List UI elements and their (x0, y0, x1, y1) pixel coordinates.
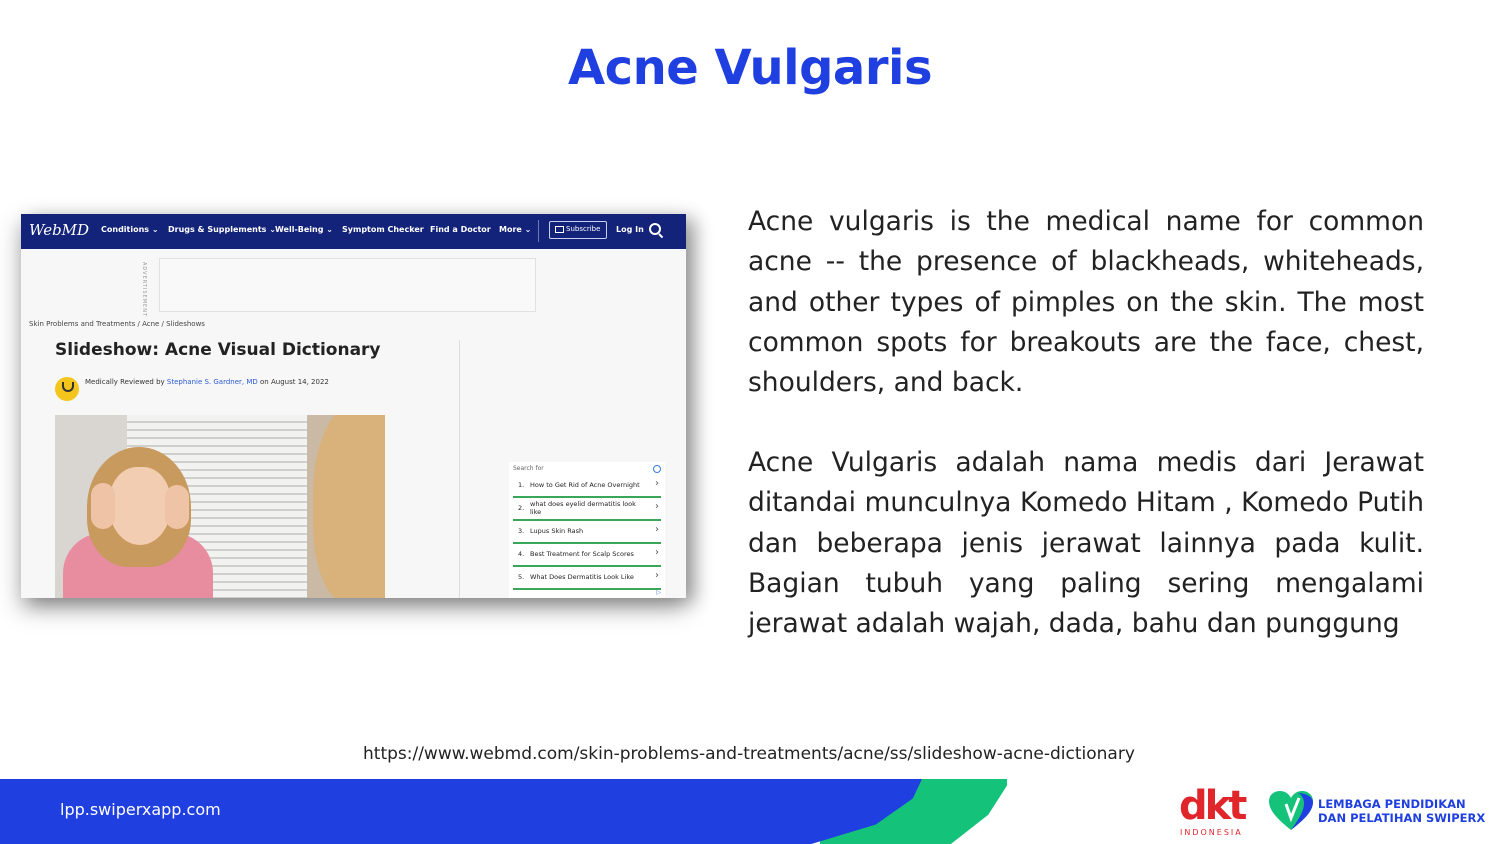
chevron-right-icon: › (655, 524, 659, 535)
chevron-right-icon: › (655, 478, 659, 489)
login-link: Log In (616, 225, 644, 234)
adchoices-icon: ▷ (656, 589, 661, 596)
nav-more: More ⌄ (499, 225, 532, 234)
ad-label: ADVERTISEMENT (141, 262, 147, 318)
search-item: 4. Best Treatment for Scalp Scores › (513, 544, 661, 567)
nav-drugs: Drugs & Supplements ⌄ (168, 225, 276, 234)
search-item: 1. How to Get Rid of Acne Overnight › (513, 475, 661, 498)
nav-symptom-checker: Symptom Checker (342, 225, 424, 234)
chevron-right-icon: › (655, 547, 659, 558)
search-for-heading: Search for (513, 465, 544, 472)
webmd-navbar (21, 214, 686, 249)
nav-find-doctor: Find a Doctor (430, 225, 491, 234)
heart-logo-icon (1268, 790, 1314, 832)
stethoscope-icon (55, 377, 79, 401)
envelope-icon (555, 226, 564, 233)
breadcrumb: Skin Problems and Treatments / Acne / Slideshows (29, 320, 205, 328)
footer-website[interactable]: lpp.swiperxapp.com (60, 800, 221, 819)
nav-conditions: Conditions ⌄ (101, 225, 159, 234)
subscribe-button: Subscribe (549, 221, 607, 239)
search-item: 5. What Does Dermatitis Look Like › (513, 567, 661, 590)
paragraph-indonesian: Acne Vulgaris adalah nama medis dari Jerawat ditandai munculnya Komedo Hitam , Komedo Putih dan beberapa jenis jerawat lainnya pada kulit. Bagian tubuh yang paling sering mengalami jerawat adalah wajah, dada, bahu dan punggung (748, 447, 1424, 640)
nav-wellbeing: Well-Being ⌄ (275, 225, 333, 234)
dkt-logo: dkt INDONESIA (1179, 783, 1245, 837)
webmd-logo: WebMD (29, 221, 90, 239)
woman-photo (55, 415, 385, 598)
column-divider (459, 340, 460, 598)
review-line: Medically Reviewed by Stephanie S. Gardner, MD on August 14, 2022 (85, 378, 329, 386)
article-title: Slideshow: Acne Visual Dictionary (55, 340, 381, 360)
ad-box (159, 258, 536, 312)
chevron-right-icon: › (655, 570, 659, 581)
search-icon (649, 223, 661, 235)
info-icon (653, 465, 661, 473)
source-url[interactable]: https://www.webmd.com/skin-problems-and-treatments/acne/ss/slideshow-acne-dictionary (363, 744, 1135, 764)
search-item: 2. what does eyelid dermatitis look like › (513, 498, 661, 521)
chevron-right-icon: › (655, 501, 659, 512)
paragraph-english: Acne vulgaris is the medical name for common acne -- the presence of blackheads, whiteheads, and other types of pimples on the skin. The most common spots for breakouts are the face, chest, shoulders, and back. (748, 206, 1424, 399)
slide-title: Acne Vulgaris (567, 40, 933, 96)
lpp-logo-text: LEMBAGA PENDIDIKAN DAN PELATIHAN SWIPERX (1318, 797, 1486, 825)
search-item: 3. Lupus Skin Rash › (513, 521, 661, 544)
search-for-box (509, 462, 665, 598)
webmd-screenshot (21, 214, 686, 598)
nav-divider (538, 220, 539, 242)
